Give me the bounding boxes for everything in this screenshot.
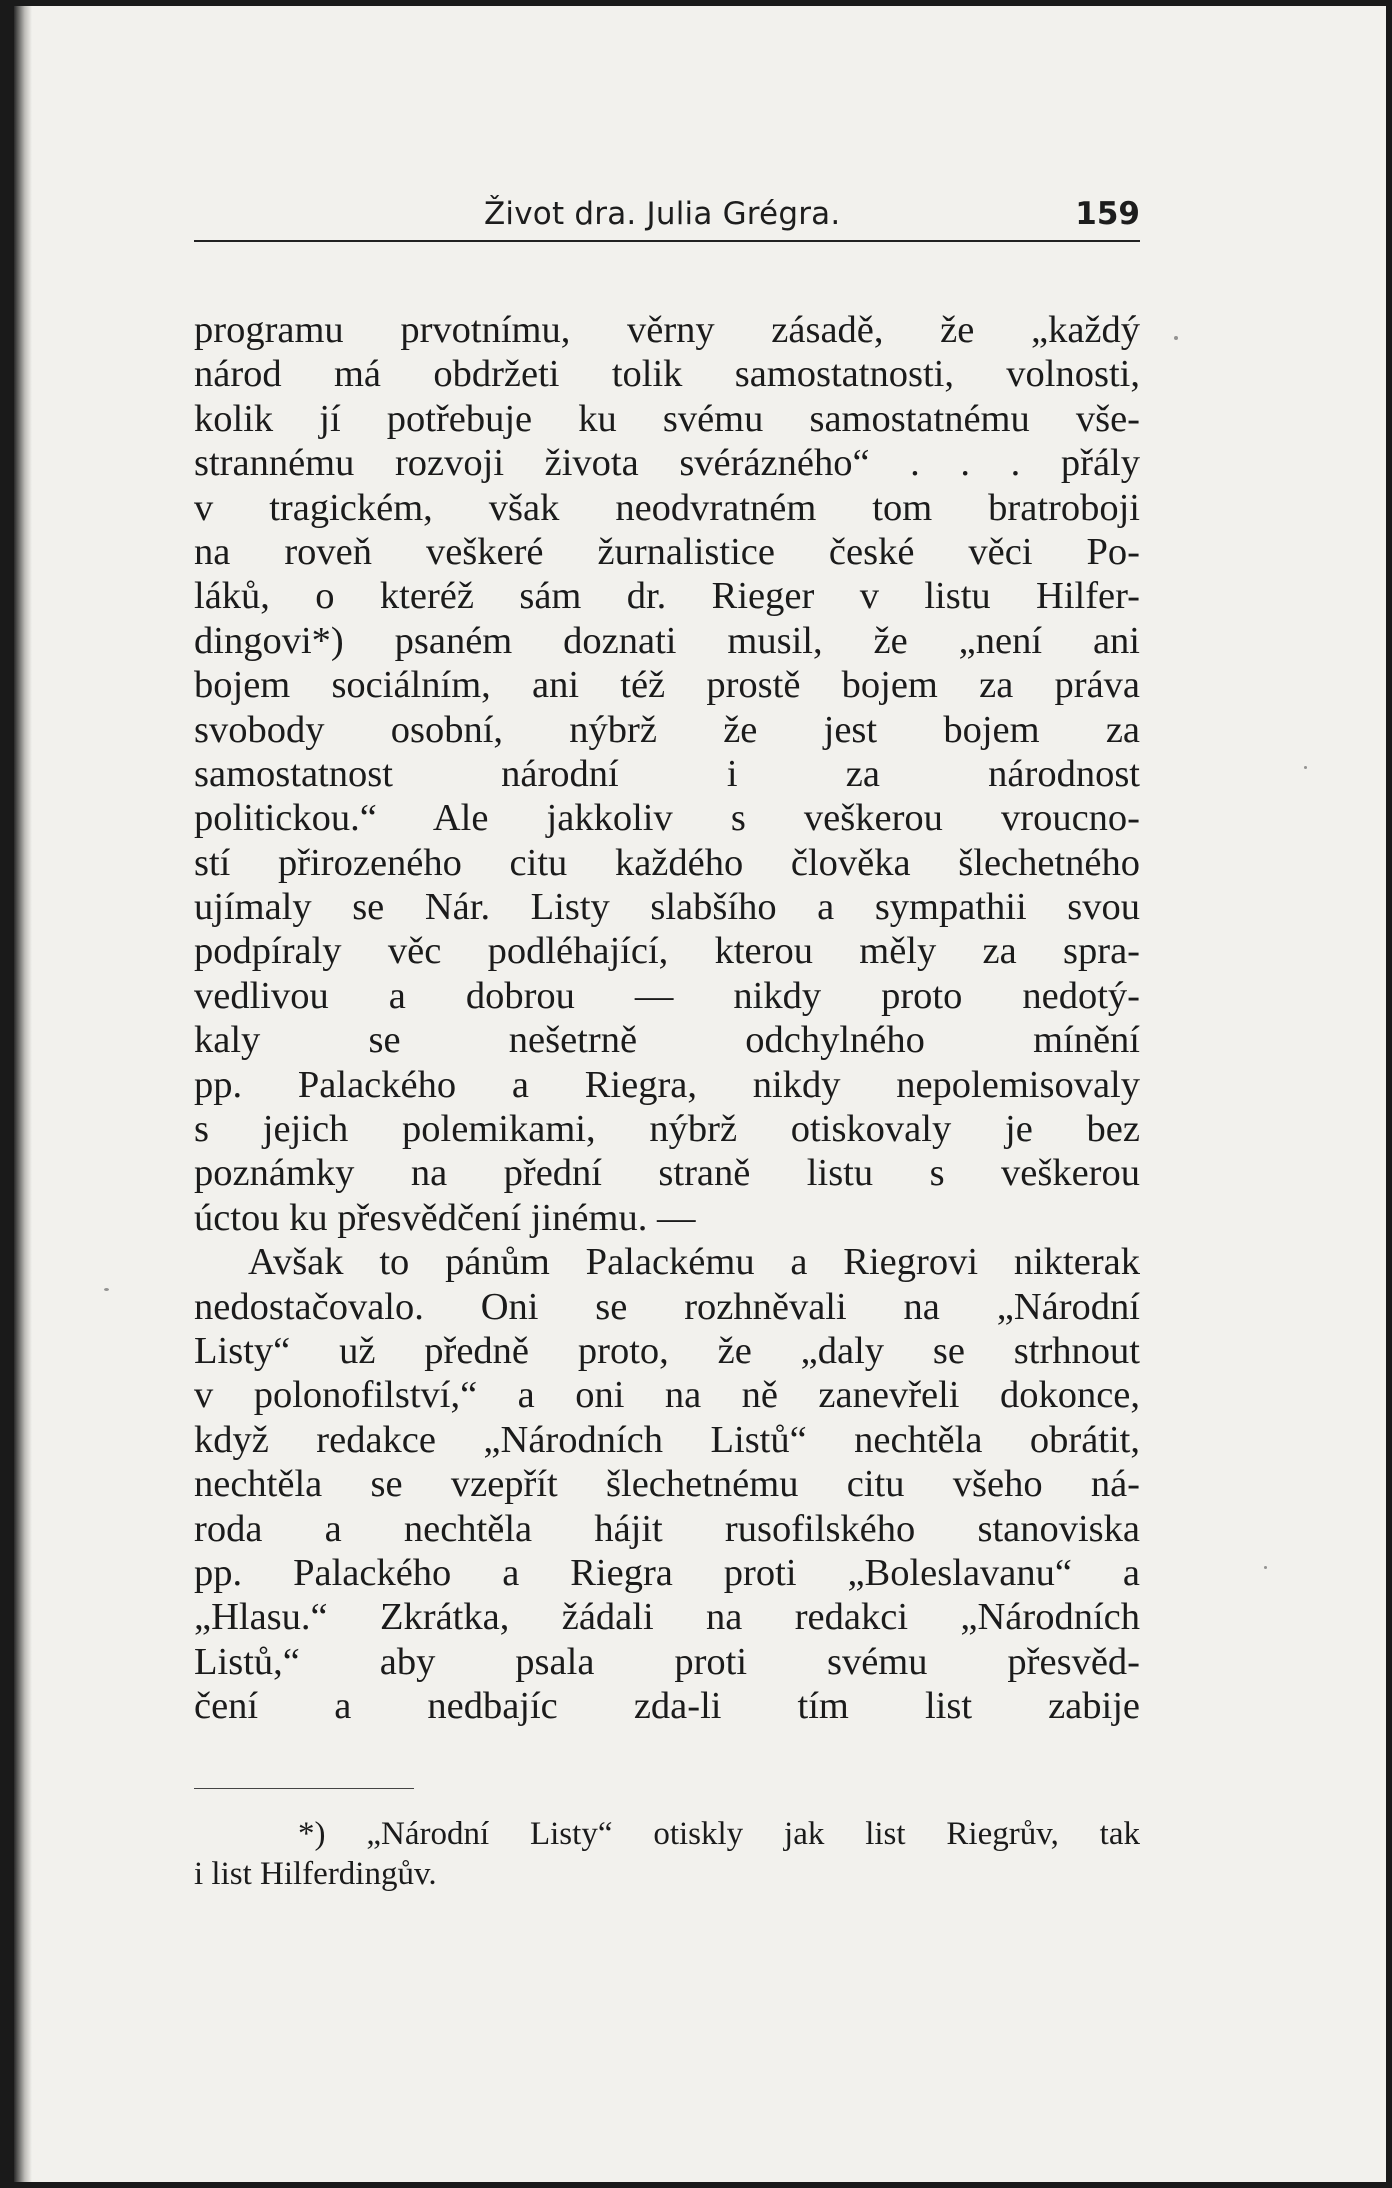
text-line: nedostačovalo. Oni se rozhněvali na „Národní bbox=[194, 1285, 1140, 1328]
text-line: nechtěla se vzepřít šlechetnému citu všeho ná- bbox=[194, 1463, 1140, 1506]
text-line: ujímaly se Nár. Listy slabšího a sympathii svou bbox=[194, 886, 1140, 929]
text-line: vedlivou a dobrou — nikdy proto nedotý- bbox=[194, 974, 1140, 1017]
footnote bbox=[194, 1814, 1140, 1894]
text-line: stí přirozeného citu každého člověka šlechetného bbox=[194, 841, 1140, 884]
text-line: na roveň veškeré žurnalistice české věci Po- bbox=[194, 530, 1140, 573]
text-line: láků, o kteréž sám dr. Rieger v listu Hilfer- bbox=[194, 575, 1140, 618]
text-line: samostatnost národní i za národnost bbox=[194, 752, 1140, 795]
text-line: v polonofilství,“ a oni na ně zanevřeli dokonce, bbox=[194, 1374, 1140, 1417]
text-line: Avšak to pánům Palackému a Riegrovi nikterak bbox=[248, 1241, 1140, 1284]
print-speck bbox=[104, 1288, 109, 1291]
body-text bbox=[194, 308, 1140, 1729]
footnote-line: *) „Národní Listy“ otiskly jak list Riegrův, tak bbox=[298, 1816, 1140, 1852]
text-line: Listů,“ aby psala proti svému přesvěd- bbox=[194, 1640, 1140, 1683]
print-speck bbox=[1264, 1566, 1267, 1569]
footnote-divider bbox=[194, 1788, 414, 1789]
text-line: politickou.“ Ale jakkoliv s veškerou vroucno- bbox=[194, 797, 1140, 840]
page-number: 159 bbox=[1075, 196, 1140, 232]
print-speck bbox=[1174, 336, 1178, 340]
text-line: kolik jí potřebuje ku svému samostatnému vše- bbox=[194, 397, 1140, 440]
text-line: poznámky na přední straně listu s veškerou bbox=[194, 1152, 1140, 1195]
text-line: čení a nedbajíc zda-li tím list zabije bbox=[194, 1685, 1140, 1728]
text-line: svobody osobní, nýbrž že jest bojem za bbox=[194, 708, 1140, 751]
text-line: pp. Palackého a Riegra proti „Boleslavanu“ a bbox=[194, 1551, 1140, 1594]
text-line: bojem sociálním, ani též prostě bojem za práva bbox=[194, 664, 1140, 707]
text-line: podpíraly věc podléhající, kterou měly za spra- bbox=[194, 930, 1140, 973]
text-line: „Hlasu.“ Zkrátka, žádali na redakci „Národních bbox=[194, 1596, 1140, 1639]
page-spine-shadow bbox=[14, 6, 32, 2182]
print-speck bbox=[1304, 766, 1307, 769]
text-line: Listy“ už předně proto, že „daly se strhnout bbox=[194, 1329, 1140, 1372]
text-line: programu prvotnímu, věrny zásadě, že „každý bbox=[194, 309, 1140, 351]
text-line: národ má obdržeti tolik samostatnosti, volnosti, bbox=[194, 353, 1140, 396]
text-line: úctou ku přesvědčení jinému. — bbox=[194, 1196, 696, 1239]
book-page bbox=[14, 6, 1386, 2182]
running-title: Život dra. Julia Grégra. bbox=[484, 196, 841, 232]
running-header bbox=[194, 190, 1140, 242]
text-line: kaly se nešetrně odchylného mínění bbox=[194, 1019, 1140, 1062]
text-line: dingovi*) psaném doznati musil, že „není ani bbox=[194, 619, 1140, 662]
text-line: pp. Palackého a Riegra, nikdy nepolemisovaly bbox=[194, 1063, 1140, 1106]
footnote-line: i list Hilferdingův. bbox=[194, 1856, 437, 1892]
text-line: v tragickém, však neodvratném tom bratroboji bbox=[194, 486, 1140, 529]
text-line: s jejich polemikami, nýbrž otiskovaly je bez bbox=[194, 1108, 1140, 1151]
text-line: když redakce „Národních Listů“ nechtěla obrátit, bbox=[194, 1418, 1140, 1461]
text-line: roda a nechtěla hájit rusofilského stanoviska bbox=[194, 1507, 1140, 1550]
text-line: strannému rozvoji života svérázného“ . . . přály bbox=[194, 442, 1140, 485]
